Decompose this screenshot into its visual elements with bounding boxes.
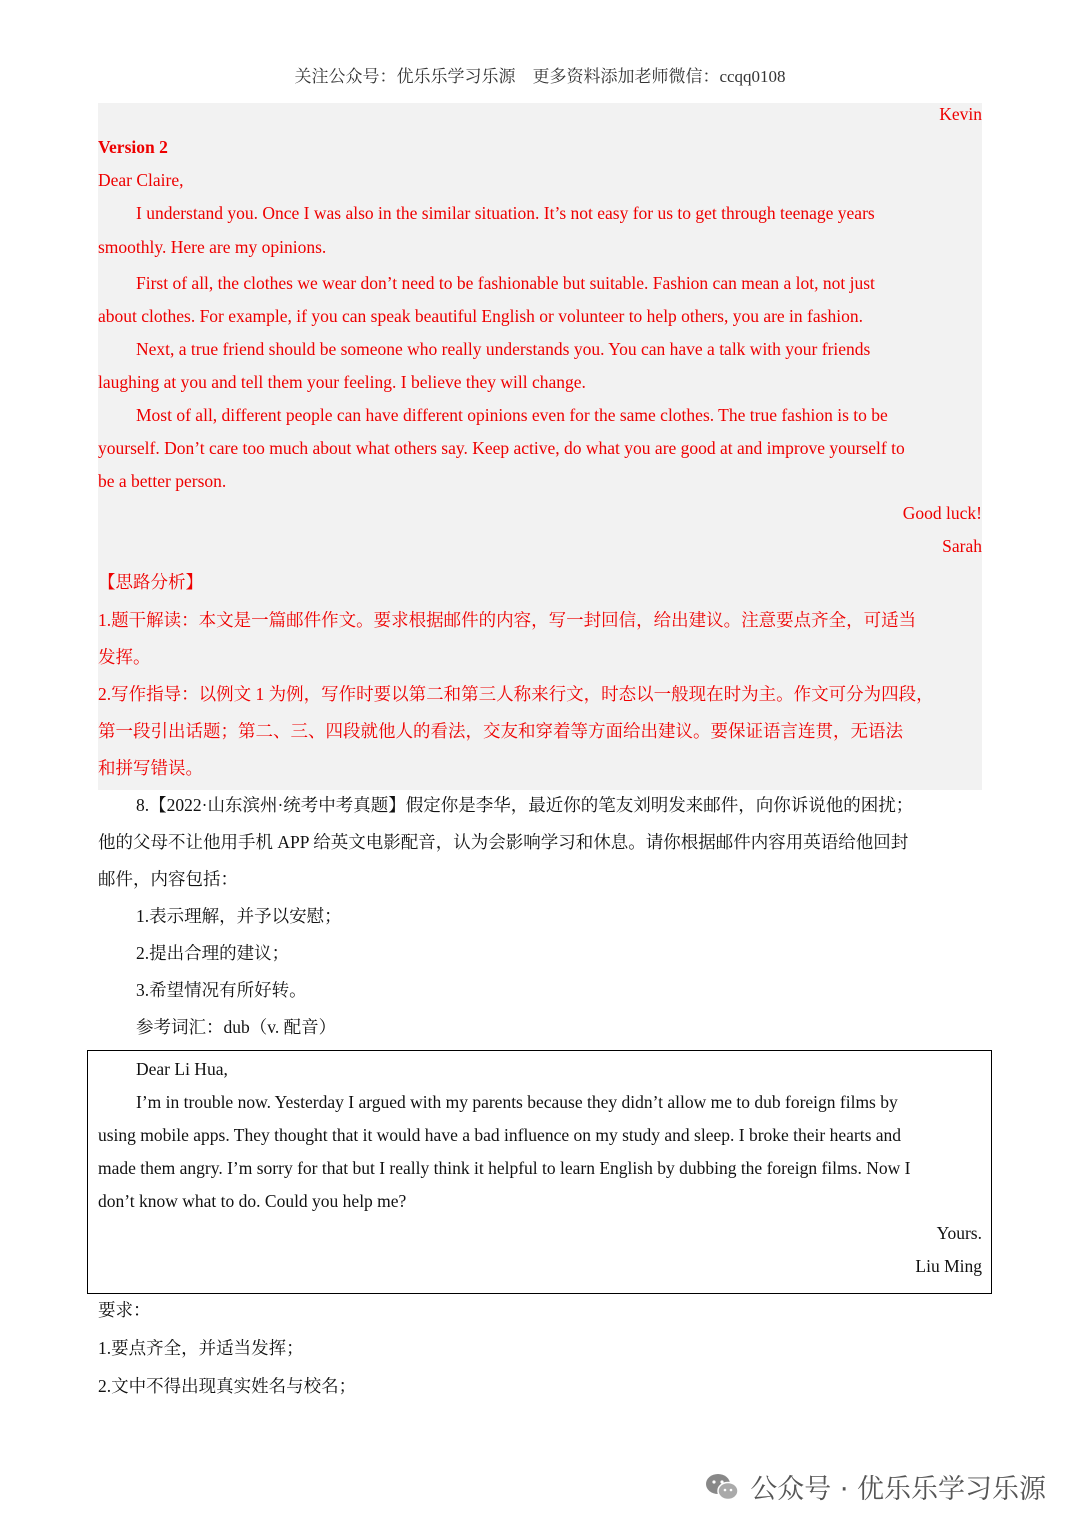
version2-title: Version 2	[98, 137, 168, 157]
letter-line: I’m in trouble now. Yesterday I argued with my parents because they didn’t allow me to dub foreign films by	[136, 1092, 898, 1112]
requirement-item: 2.文中不得出现真实姓名与校名；	[98, 1376, 357, 1396]
version2-greeting: Dear Claire,	[98, 170, 184, 190]
footer-watermark	[704, 1467, 1046, 1506]
analysis-line: 2.写作指导：以例文 1 为例，写作时要以第二和第三人称来行文，时态以一般现在时为主。作文可分为四段，	[98, 684, 934, 704]
version2-line: Most of all, different people can have different opinions even for the same clothes. The true fashion is to be	[136, 405, 888, 425]
letter-signature: Liu Ming	[915, 1256, 982, 1276]
letter-line: made them angry. I’m sorry for that but I really think it helpful to learn English by dubbing the foreign films. Now I	[98, 1158, 911, 1178]
version2-closing: Good luck!	[902, 503, 982, 523]
question-line: 邮件，内容包括：	[98, 869, 238, 889]
requirements-title: 要求：	[98, 1300, 151, 1320]
letter-line: using mobile apps. They thought that it would have a bad influence on my study and sleep. I broke their hearts and	[98, 1125, 902, 1145]
version1-signature: Kevin	[939, 104, 982, 124]
version2-signature: Sarah	[942, 536, 982, 556]
analysis-line: 1.题干解读：本文是一篇邮件作文。要求根据邮件的内容，写一封回信，给出建议。注意要点齐全，可适当	[98, 610, 917, 630]
question-point: 3.希望情况有所好转。	[136, 980, 307, 1000]
version2-line: about clothes. For example, if you can speak beautiful English or volunteer to help others, you are in fashion.	[98, 306, 863, 326]
analysis-line: 第一段引出话题；第二、三、四段就他人的看法，交友和穿着等方面给出建议。要保证语言连贯，无语法	[98, 721, 903, 741]
letter-line: don’t know what to do. Could you help me?	[98, 1191, 407, 1211]
version2-line: yourself. Don’t care too much about what others say. Keep active, do what you are good at and improve yourself to	[98, 438, 905, 458]
vocab-hint: 参考词汇：dub（v. 配音）	[136, 1017, 337, 1037]
analysis-line: 和拼写错误。	[98, 758, 203, 778]
page-header: 关注公众号：优乐乐学习乐源 更多资料添加老师微信：ccqq0108	[294, 67, 786, 86]
question-line: 他的父母不让他用手机 APP 给英文电影配音，认为会影响学习和休息。请你根据邮件内容用英语给他回封	[98, 832, 909, 852]
question-line: 8.【2022·山东滨州·统考中考真题】假定你是李华，最近你的笔友刘明发来邮件，向你诉说他的困扰；	[136, 795, 914, 815]
version2-line: be a better person.	[98, 471, 227, 491]
question-point: 2.提出合理的建议；	[136, 943, 290, 963]
version2-line: First of all, the clothes we wear don’t need to be fashionable but suitable. Fashion can mean a lot, not just	[136, 273, 875, 293]
analysis-line: 发挥。	[98, 647, 151, 667]
footer-text: 公众号 · 优乐乐学习乐源	[750, 1474, 1046, 1505]
analysis-title: 【思路分析】	[98, 572, 203, 592]
version2-line: I understand you. Once I was also in the similar situation. It’s not easy for us to get through teenage years	[136, 203, 875, 223]
version2-line: laughing at you and tell them your feeling. I believe they will change.	[98, 372, 586, 392]
letter-greeting: Dear Li Hua,	[136, 1059, 228, 1079]
letter-closing: Yours.	[936, 1223, 982, 1243]
wechat-icon	[704, 1472, 740, 1502]
question-point: 1.表示理解，并予以安慰；	[136, 906, 342, 926]
requirement-item: 1.要点齐全，并适当发挥；	[98, 1338, 304, 1358]
version2-line: smoothly. Here are my opinions.	[98, 237, 327, 257]
version2-line: Next, a true friend should be someone who really understands you. You can have a talk with your friends	[136, 339, 871, 359]
